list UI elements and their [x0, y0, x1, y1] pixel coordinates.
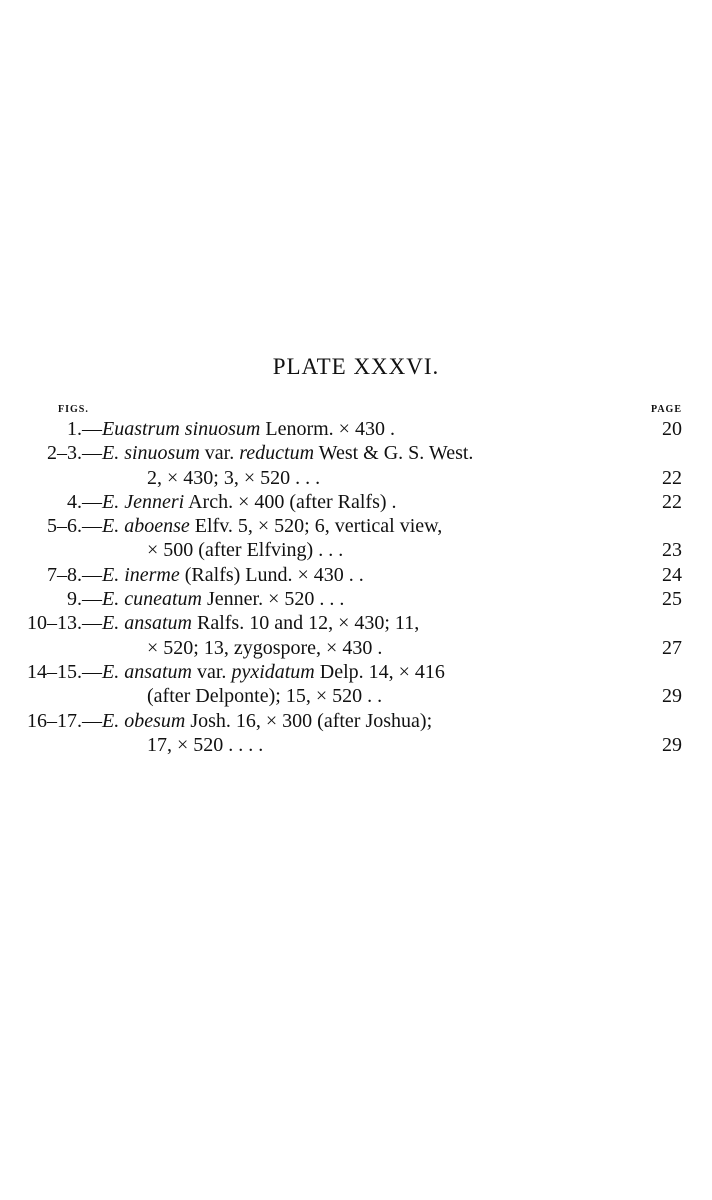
description-text: (after Delponte); 15, × 520 . .: [147, 685, 383, 708]
page-number: 22: [662, 466, 682, 489]
entry-line: [0, 611, 712, 635]
page-column-header: PAGE: [650, 404, 682, 415]
entry-description: [147, 538, 343, 562]
figure-number: 2–3.—: [47, 442, 102, 465]
description-text: Elfv. 5, × 520; 6, vertical view,: [189, 515, 443, 538]
figure-entry: [0, 660, 712, 709]
figure-number: 4.—: [67, 490, 102, 513]
figure-entry: [0, 417, 712, 441]
page-number: 29: [662, 685, 682, 708]
page-number: 27: [662, 636, 682, 659]
description-text: Arch. × 400 (after Ralfs) .: [184, 490, 397, 513]
entry-line: [0, 514, 712, 538]
taxon-name: reductum: [239, 442, 315, 465]
entry-line: [0, 587, 712, 611]
figure-number: 9.—: [67, 588, 102, 611]
taxon-name: E. aboense: [102, 515, 190, 538]
entry-line: [0, 684, 712, 708]
figure-entry: [0, 563, 712, 587]
entry-line: [0, 733, 712, 757]
entry-description: [147, 733, 263, 757]
description-text: Josh. 16, × 300 (after Joshua);: [185, 709, 433, 732]
description-text: × 520; 13, zygospore, × 430 .: [147, 636, 383, 659]
figure-number: 5–6.—: [47, 515, 102, 538]
entry-line: [0, 466, 712, 490]
figure-number: 1.—: [67, 418, 102, 440]
description-text: Jenner. × 520 . . .: [201, 588, 345, 611]
entry-line: [0, 636, 712, 660]
taxon-name: E. cuneatum: [102, 588, 202, 611]
entry-description: [147, 466, 320, 490]
figure-entry: [0, 611, 712, 660]
entry-line: [0, 563, 712, 587]
entry-line: [0, 660, 712, 684]
entry-description: [102, 587, 344, 611]
page-number: 23: [662, 539, 682, 562]
entry-line: [0, 709, 712, 733]
entry-description: [102, 611, 419, 635]
entry-description: [102, 417, 395, 441]
description-text: 17, × 520 . . . .: [147, 733, 264, 756]
page-number: 22: [662, 490, 682, 513]
entry-description: [102, 514, 442, 538]
taxon-name: E. ansatum: [102, 660, 192, 683]
description-text: Ralfs. 10 and 12, × 430; 11,: [192, 612, 420, 635]
taxon-name: E. inerme: [102, 563, 180, 586]
figure-entry: [0, 587, 712, 611]
figure-number: 14–15.—: [27, 660, 102, 683]
page-number: 24: [662, 563, 682, 586]
entry-description: [102, 441, 473, 465]
description-text: var.: [192, 660, 232, 683]
figure-entry: [0, 709, 712, 758]
taxon-name: E. sinuosum: [102, 442, 200, 465]
taxon-name: E. Jenneri: [102, 490, 185, 513]
figure-entry: [0, 514, 712, 563]
taxon-name: E. obesum: [102, 709, 186, 732]
description-text: (Ralfs) Lund. × 430 . .: [179, 563, 364, 586]
figure-number: 10–13.—: [27, 612, 102, 635]
entry-line: [0, 490, 712, 514]
taxon-name: pyxidatum: [231, 660, 315, 683]
description-text: × 500 (after Elfving) . . .: [147, 539, 344, 562]
figure-number: 7–8.—: [47, 563, 102, 586]
entry-description: [102, 660, 445, 684]
description-text: Lenorm. × 430 .: [260, 418, 395, 440]
page-number: 29: [662, 733, 682, 756]
plate-title: PLATE XXXVI.: [272, 354, 440, 379]
page-number: 20: [662, 418, 682, 440]
entry-description: [147, 684, 382, 708]
entry-description: [102, 563, 364, 587]
taxon-name: E. ansatum: [102, 612, 192, 635]
taxon-name: Euastrum sinuosum: [102, 418, 261, 440]
figure-number: 16–17.—: [27, 709, 102, 732]
figs-column-header: FIGS.: [58, 404, 89, 415]
figure-entry: [0, 441, 712, 490]
entry-line: [0, 538, 712, 562]
description-text: Delp. 14, × 416: [314, 660, 445, 683]
entry-description: [102, 490, 397, 514]
entry-line: [0, 441, 712, 465]
entry-line: [0, 417, 712, 441]
figure-entry: [0, 490, 712, 514]
description-text: 2, × 430; 3, × 520 . . .: [147, 466, 321, 489]
description-text: West & G. S. West.: [314, 442, 474, 465]
entry-description: [147, 636, 382, 660]
description-text: var.: [199, 442, 240, 465]
figure-list: [0, 417, 712, 757]
entry-description: [102, 709, 432, 733]
page-number: 25: [662, 588, 682, 611]
